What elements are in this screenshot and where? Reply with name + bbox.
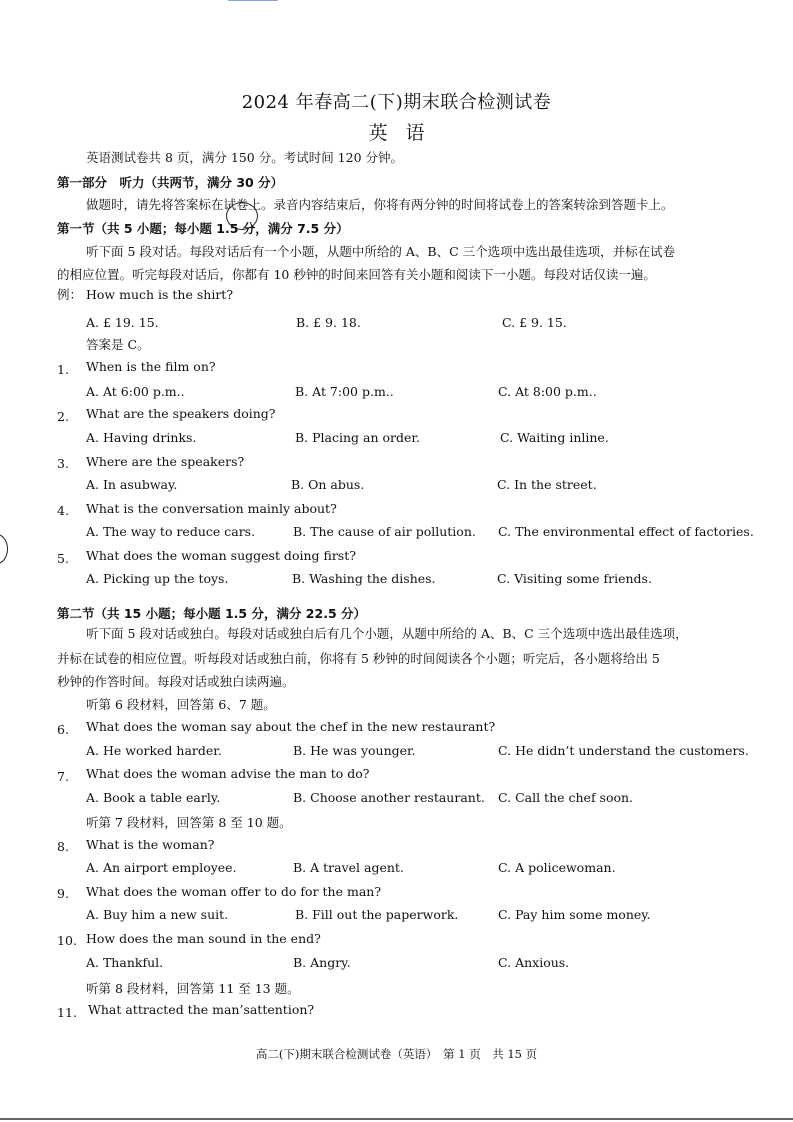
material-8-note: 听第 8 段材料，回答第 11 至 13 题。 xyxy=(86,981,300,996)
option-b: B. Placing an order. xyxy=(295,430,420,445)
option-b: B. Washing the dishes. xyxy=(292,571,436,586)
section2-instruction-line1: 听下面 5 段对话或独白。每段对话或独白后有几个小题，从题中所给的 A、B、C 三个选项中选出最佳选项， xyxy=(86,626,688,641)
page-title: 2024 年春高二(下)期末联合检测试卷 xyxy=(241,92,552,113)
option-c: C. At 8:00 p.m.. xyxy=(498,384,597,399)
option-a: A. Having drinks. xyxy=(86,430,197,445)
page-bottom-border xyxy=(0,1118,793,1120)
question-number: 4. xyxy=(57,503,69,518)
intro-text: 英语测试卷共 8 页，满分 150 分。考试时间 120 分钟。 xyxy=(86,150,404,165)
section1-instruction-line1: 听下面 5 段对话。每段对话后有一个小题，从题中所给的 A、B、C 三个选项中选出最佳选项，并标在试卷 xyxy=(86,244,676,259)
option-c: C. Anxious. xyxy=(498,955,570,970)
section1-heading: 第一节（共 5 小题；每小题 1.5 分，满分 7.5 分） xyxy=(57,221,349,236)
option-b: B. On abus. xyxy=(291,477,365,492)
option-a: A. Book a table early. xyxy=(86,790,221,805)
part1-heading: 第一部分 听力（共两节，满分 30 分） xyxy=(57,175,284,190)
pen-edge-mark xyxy=(0,534,8,564)
option-b: B. Fill out the paperwork. xyxy=(295,907,459,922)
option-b: B. A travel agent. xyxy=(293,860,404,875)
option-c: C. The environmental effect of factories. xyxy=(498,524,754,539)
example-question: How much is the shirt? xyxy=(86,287,234,302)
question-number: 8. xyxy=(57,839,69,854)
question-number: 2. xyxy=(57,409,69,424)
page-footer: 高二(下)期末联合检测试卷（英语） 第 1 页 共 15 页 xyxy=(255,1047,538,1061)
scan-mark xyxy=(228,0,278,1)
option-a: A. In asubway. xyxy=(86,477,178,492)
option-c: C. He didn’t understand the customers. xyxy=(498,743,749,758)
question-text: What is the woman? xyxy=(86,837,215,852)
question-text: What does the woman say about the chef in the new restaurant? xyxy=(86,719,496,734)
option-c: C. Call the chef soon. xyxy=(498,790,634,805)
section1-instruction-line2: 的相应位置。听完每段对话后，你都有 10 秒钟的时间来回答有关小题和阅读下一小题。每段对话仅读一遍。 xyxy=(57,267,656,282)
example-option-b: B. £ 9. 18. xyxy=(296,315,361,330)
section2-instruction-line3: 秒钟的作答时间。每段对话或独白读两遍。 xyxy=(57,674,295,689)
question-text: What does the woman offer to do for the man? xyxy=(86,884,382,899)
option-a: A. Buy him a new suit. xyxy=(86,907,229,922)
question-number: 5. xyxy=(57,551,69,566)
option-b: B. He was younger. xyxy=(293,743,416,758)
question-number: 6. xyxy=(57,722,69,737)
example-option-c: C. £ 9. 15. xyxy=(502,315,567,330)
option-b: B. The cause of air pollution. xyxy=(293,524,476,539)
option-c: C. A policewoman. xyxy=(498,860,616,875)
section2-heading: 第二节（共 15 小题；每小题 1.5 分，满分 22.5 分） xyxy=(57,606,366,621)
question-number: 3. xyxy=(57,456,69,471)
question-text: What does the woman suggest doing first? xyxy=(86,548,356,563)
section2-instruction-line2: 并标在试卷的相应位置。听每段对话或独白前，你将有 5 秒钟的时间阅读各个小题；听完后，各小题将给出 5 xyxy=(57,651,660,666)
question-text: What are the speakers doing? xyxy=(86,406,276,421)
material-6-note: 听第 6 段材料，回答第 6、7 题。 xyxy=(86,697,276,712)
example-label: 例： xyxy=(57,287,83,302)
option-c: C. Pay him some money. xyxy=(498,907,651,922)
question-number: 7. xyxy=(57,769,69,784)
option-b: B. Choose another restaurant. xyxy=(293,790,485,805)
option-a: A. The way to reduce cars. xyxy=(86,524,256,539)
question-text: Where are the speakers? xyxy=(86,454,245,469)
question-text: What does the woman advise the man to do? xyxy=(86,766,370,781)
part1-instruction: 做题时，请先将答案标在试卷上。录音内容结束后，你将有两分钟的时间将试卷上的答案转涂到答题卡上。 xyxy=(86,197,674,212)
example-option-a: A. £ 19. 15. xyxy=(86,315,159,330)
example-answer: 答案是 C。 xyxy=(86,337,150,352)
option-a: A. Picking up the toys. xyxy=(86,571,229,586)
option-a: A. Thankful. xyxy=(86,955,164,970)
option-a: A. An airport employee. xyxy=(86,860,237,875)
question-number: 11. xyxy=(57,1005,77,1020)
subject-title: 英语 xyxy=(368,122,443,144)
option-c: C. Waiting inline. xyxy=(500,430,609,445)
material-7-note: 听第 7 段材料，回答第 8 至 10 题。 xyxy=(86,815,292,830)
question-number: 1. xyxy=(57,362,69,377)
option-b: B. At 7:00 p.m.. xyxy=(295,384,394,399)
option-c: C. In the street. xyxy=(497,477,597,492)
question-number: 10. xyxy=(57,933,77,948)
question-text: When is the film on? xyxy=(86,359,216,374)
option-a: A. At 6:00 p.m.. xyxy=(86,384,185,399)
option-a: A. He worked harder. xyxy=(86,743,222,758)
question-text: What attracted the man’sattention? xyxy=(88,1002,315,1017)
question-text: How does the man sound in the end? xyxy=(86,931,321,946)
question-text: What is the conversation mainly about? xyxy=(86,501,337,516)
option-b: B. Angry. xyxy=(293,955,351,970)
question-number: 9. xyxy=(57,886,69,901)
option-c: C. Visiting some friends. xyxy=(497,571,652,586)
